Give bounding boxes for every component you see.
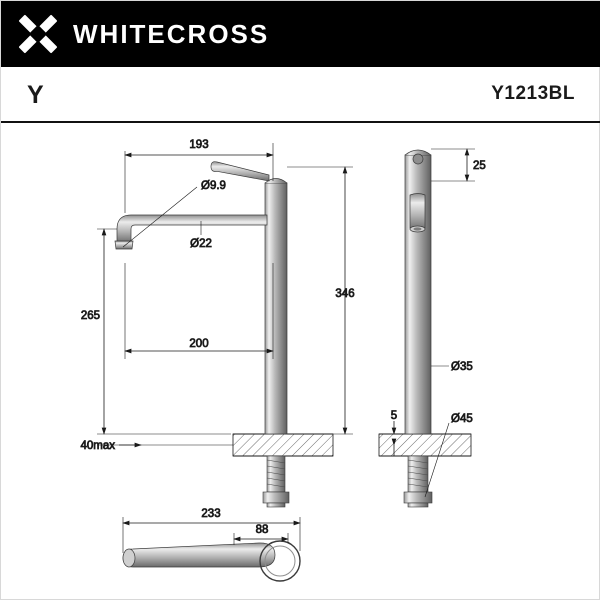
model-code: Y1213BL <box>491 83 575 104</box>
dim-plan-handle <box>234 524 288 545</box>
deck-section-front <box>233 434 333 456</box>
title-row <box>1 67 600 123</box>
dim-346-label: 346 <box>335 288 355 300</box>
dim-25-label: 25 <box>473 160 486 172</box>
dim-spout-height <box>81 229 231 434</box>
dim-40max-label: 40max <box>80 440 115 452</box>
dim-d99-label: Ø9.9 <box>201 180 226 192</box>
faucet-plan-view <box>123 541 300 581</box>
brand-name: WHITECROSS <box>73 18 270 49</box>
dim-5-label: 5 <box>390 410 398 422</box>
dim-233-label: 233 <box>201 508 221 520</box>
series-letter: Y <box>27 81 44 109</box>
brand-bar <box>1 1 600 67</box>
deck-section-side <box>379 434 471 456</box>
dim-d45-label: Ø45 <box>451 413 473 425</box>
dim-outlet-dia <box>123 180 226 247</box>
dim-d22-label: Ø22 <box>190 238 212 250</box>
dim-body-offset <box>125 263 273 359</box>
dim-body-dia <box>431 361 473 373</box>
dim-265-label: 265 <box>80 310 100 322</box>
dim-193-label: 193 <box>189 139 209 151</box>
dim-200-label: 200 <box>189 338 209 350</box>
dim-deck-thickness <box>80 440 233 452</box>
dim-lever-height <box>431 149 486 181</box>
dim-d35-label: Ø35 <box>451 361 473 373</box>
dim-total-height <box>287 167 355 434</box>
dim-tube-dia <box>190 221 212 250</box>
dim-88-label: 88 <box>255 524 269 536</box>
cross-logo-icon <box>17 13 59 55</box>
technical-drawing <box>1 123 600 601</box>
